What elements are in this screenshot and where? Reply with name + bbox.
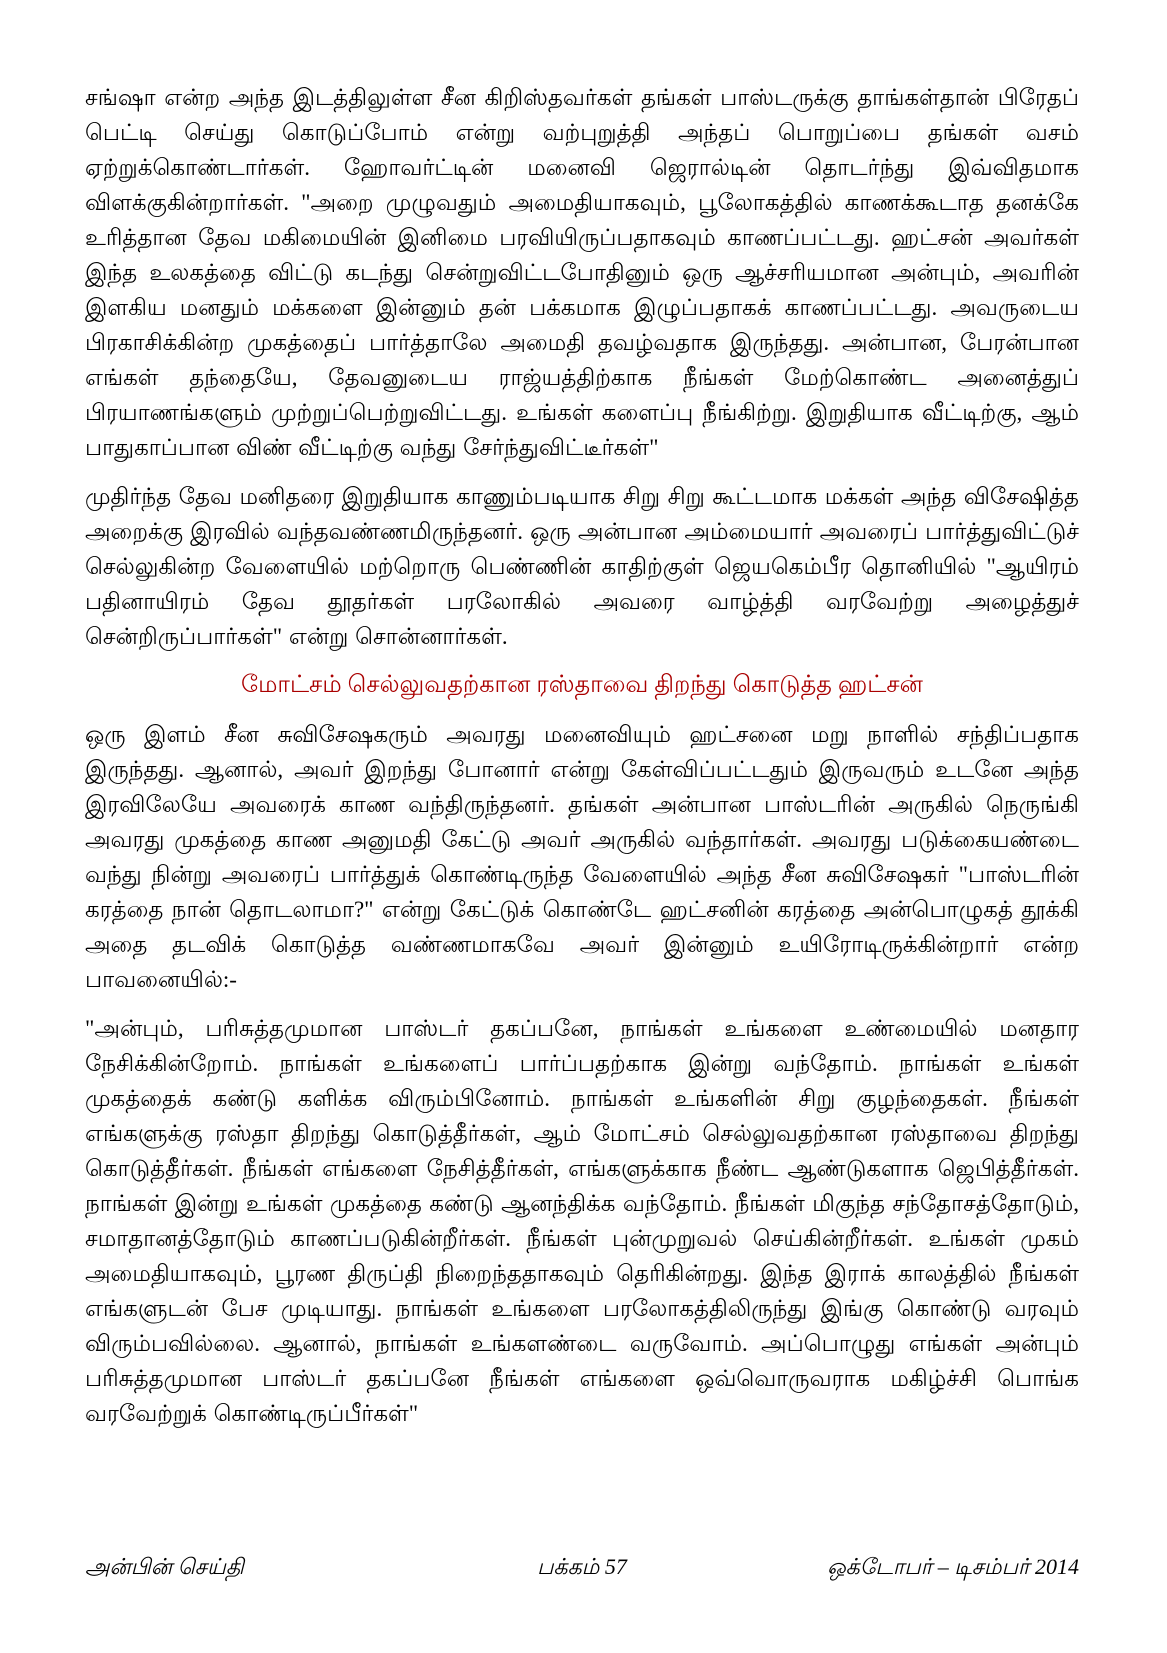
body-paragraph: முதிர்ந்த தேவ மனிதரை இறுதியாக காணும்படியாக சிறு சிறு கூட்டமாக மக்கள் அந்த விசேஷித்த அறைக்கு இரவில் வந்தவண்ணமிருந்தனர். ஒரு அன்பான அம்மையார் அவரைப் பார்த்துவிட்டுச் செல்லுகின்ற வேளையில் மற்றொரு பெண்ணின் காதிற்குள் ஜெயகெம்பீர தொனியில் "ஆயிரம் பதினாயிரம் தேவ தூதர்கள் பரலோகில் அவரை வாழ்த்தி வரவேற்று அழைத்துச் சென்றிருப்பார்கள்" என்று சொன்னார்கள். <box>85 484 1079 649</box>
footer-issue-date: ஒக்டோபர் – டிசம்பர் 2014 <box>827 1554 1079 1579</box>
footer-journal-title: அன்பின் செய்தி <box>85 1554 244 1579</box>
body-paragraph: சங்ஷா என்ற அந்த இடத்திலுள்ள சீன கிறிஸ்தவர்கள் தங்கள் பாஸ்டருக்கு தாங்கள்தான் பிரேதப் பெட்டி செய்து கொடுப்போம் என்று வற்புறுத்தி அந்தப் பொறுப்பை தங்கள் வசம் ஏற்றுக்கொண்டார்கள். ஹோவர்ட்டின் மனைவி ஜெரால்டின் தொடர்ந்து இவ்விதமாக விளக்குகின்றார்கள். "அறை முழுவதும் அமைதியாகவும், பூலோகத்தில் காணக்கூடாத தனக்கே உரித்தான தேவ மகிமையின் இனிமை பரவியிருப்பதாகவும் காணப்பட்டது. ஹட்சன் அவர்கள் இந்த உலகத்தை விட்டு கடந்து சென்றுவிட்டபோதினும் ஒரு ஆச்சரியமான அன்பும், அவரின் இளகிய மனதும் மக்களை இன்னும் தன் பக்கமாக இழுப்பதாகக் காணப்பட்டது. அவருடைய பிரகாசிக்கின்ற முகத்தைப் பார்த்தாலே அமைதி தவழ்வதாக இருந்தது. அன்பான, பேரன்பான எங்கள் தந்தையே, தேவனுடைய ராஜ்யத்திற்காக நீங்கள் மேற்கொண்ட அனைத்துப் பிரயாணங்களும் முற்றுப்பெற்றுவிட்டது. உங்கள் களைப்பு நீங்கிற்று. இறுதியாக வீட்டிற்கு, ஆம் பாதுகாப்பான விண் வீட்டிற்கு வந்து சேர்ந்துவிட்டீர்கள்" <box>85 85 1079 460</box>
footer-page-number: பக்கம் 57 <box>537 1554 627 1579</box>
page-body-text <box>85 80 1079 1445</box>
body-paragraph: "அன்பும், பரிசுத்தமுமான பாஸ்டர் தகப்பனே, நாங்கள் உங்களை உண்மையில் மனதார நேசிக்கின்றோம். நாங்கள் உங்களைப் பார்ப்பதற்காக இன்று வந்தோம். நாங்கள் உங்கள் முகத்தைக் கண்டு களிக்க விரும்பினோம். நாங்கள் உங்களின் சிறு குழந்தைகள். நீங்கள் எங்களுக்கு ரஸ்தா திறந்து கொடுத்தீர்கள், ஆம் மோட்சம் செல்லுவதற்கான ரஸ்தாவை திறந்து கொடுத்தீர்கள். நீங்கள் எங்களை நேசித்தீர்கள், எங்களுக்காக நீண்ட ஆண்டுகளாக ஜெபித்தீர்கள். நாங்கள் இன்று உங்கள் முகத்தை கண்டு ஆனந்திக்க வந்தோம். நீங்கள் மிகுந்த சந்தோசத்தோடும், சமாதானத்தோடும் காணப்படுகின்றீர்கள். நீங்கள் புன்முறுவல் செய்கின்றீர்கள். உங்கள் முகம் அமைதியாகவும், பூரண திருப்தி நிறைந்ததாகவும் தெரிகின்றது. இந்த இராக் காலத்தில் நீங்கள் எங்களுடன் பேச முடியாது. நாங்கள் உங்களை பரலோகத்திலிருந்து இங்கு கொண்டு வரவும் விரும்பவில்லை. ஆனால், நாங்கள் உங்களண்டை வருவோம். அப்பொழுது எங்கள் அன்பும் பரிசுத்தமுமான பாஸ்டர் தகப்பனே நீங்கள் எங்களை ஒவ்வொருவராக மகிழ்ச்சி பொங்க வரவேற்றுக் கொண்டிருப்பீர்கள்" <box>85 1016 1079 1426</box>
section-heading: மோட்சம் செல்லுவதற்கான ரஸ்தாவை திறந்து கொடுத்த ஹட்சன் <box>241 672 923 698</box>
page-footer <box>85 1552 1079 1582</box>
body-paragraph: ஒரு இளம் சீன சுவிசேஷகரும் அவரது மனைவியும் ஹட்சனை மறு நாளில் சந்திப்பதாக இருந்தது. ஆனால், அவர் இறந்து போனார் என்று கேள்விப்பட்டதும் இருவரும் உடனே அந்த இரவிலேயே அவரைக் காண வந்திருந்தனர். தங்கள் அன்பான பாஸ்டரின் அருகில் நெருங்கி அவரது முகத்தை காண அனுமதி கேட்டு அவர் அருகில் வந்தார்கள். அவரது படுக்கையண்டை வந்து நின்று அவரைப் பார்த்துக் கொண்டிருந்த வேளையில் அந்த சீன சுவிசேஷகர் "பாஸ்டரின் கரத்தை நான் தொடலாமா?" என்று கேட்டுக் கொண்டே ஹட்சனின் கரத்தை அன்பொழுகத் தூக்கி அதை தடவிக் கொடுத்த வண்ணமாகவே அவர் இன்னும் உயிரோடிருக்கின்றார் என்ற பாவனையில்:- <box>85 722 1079 992</box>
